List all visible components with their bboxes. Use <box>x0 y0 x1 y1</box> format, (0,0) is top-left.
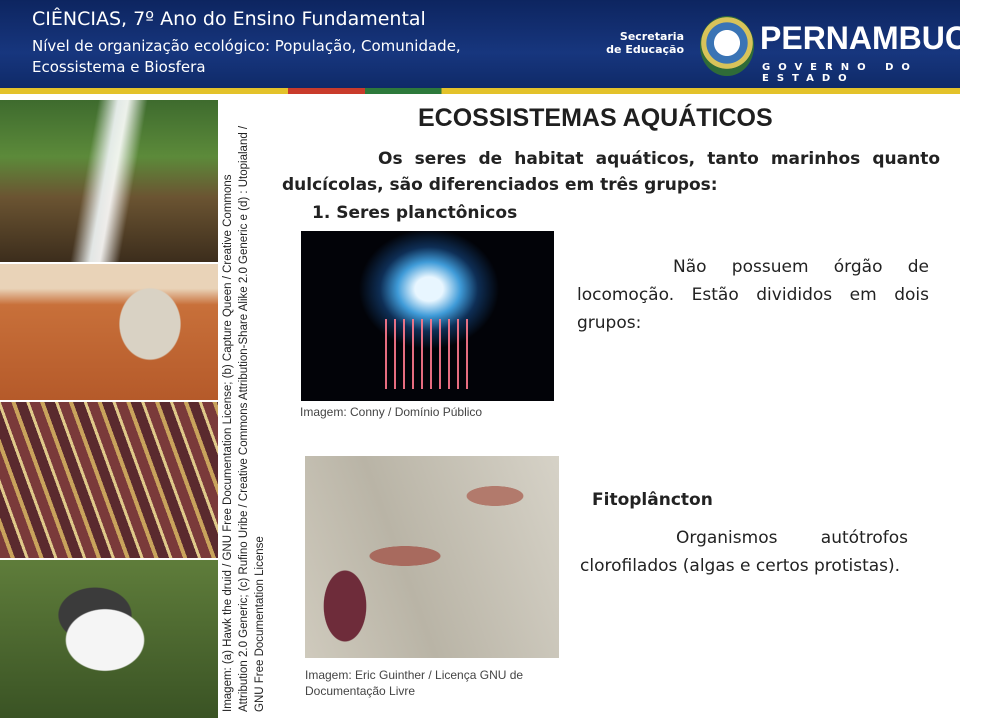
algae-caption: Imagem: Eric Guinther / Licença GNU de Documentação Livre <box>305 668 524 698</box>
header-bar <box>0 0 993 88</box>
page-title: ECOSSISTEMAS AQUÁTICOS <box>418 104 773 132</box>
intro-paragraph: Os seres de habitat aquáticos, tanto marinhos quanto dulcícolas, são diferenciados em três grupos: <box>282 149 940 195</box>
husky-dog-photo <box>0 560 218 718</box>
waterfall-photo <box>0 100 218 262</box>
sugarcane-photo <box>0 402 218 558</box>
algae-image <box>305 456 559 658</box>
state-crest-icon <box>700 16 754 76</box>
state-name: PERNAMBUCO <box>760 20 993 56</box>
state-government: GOVERNO DO ESTADO <box>762 62 918 84</box>
jellyfish-image <box>301 231 554 401</box>
jellyfish-tentacles <box>385 319 475 389</box>
course-title: CIÊNCIAS, 7º Ano do Ensino Fundamental <box>32 8 426 30</box>
header-stripe <box>0 88 960 94</box>
lesson-subtitle: Nível de organização ecológico: População, Comunidade, Ecossistema e Biosfera <box>32 37 461 76</box>
section-heading: 1. Seres planctônicos <box>312 203 518 223</box>
jellyfish-caption: Imagem: Conny / Domínio Público <box>300 405 483 419</box>
phytoplankton-description: Organismos autótrofos clorofilados (algas e certos protistas). <box>580 528 908 576</box>
desert-photo <box>0 264 218 400</box>
image-credit-vertical: Imagem: (a) Hawk the druid / GNU Free Documentation License; (b) Capture Queen / Creative Commons Attribution 2.0 Generic; (c) Rufino Uribe / Creative Commons Attribution-Share Alike 2.0 Generic e (d) : Utopialand / GNU Free Documentation License <box>222 125 266 712</box>
plankton-description: Não possuem órgão de locomoção. Estão divididos em dois grupos: <box>577 257 929 333</box>
phytoplankton-heading: Fitoplâncton <box>592 490 713 510</box>
secretaria-label: Secretaria de Educação <box>606 30 684 56</box>
